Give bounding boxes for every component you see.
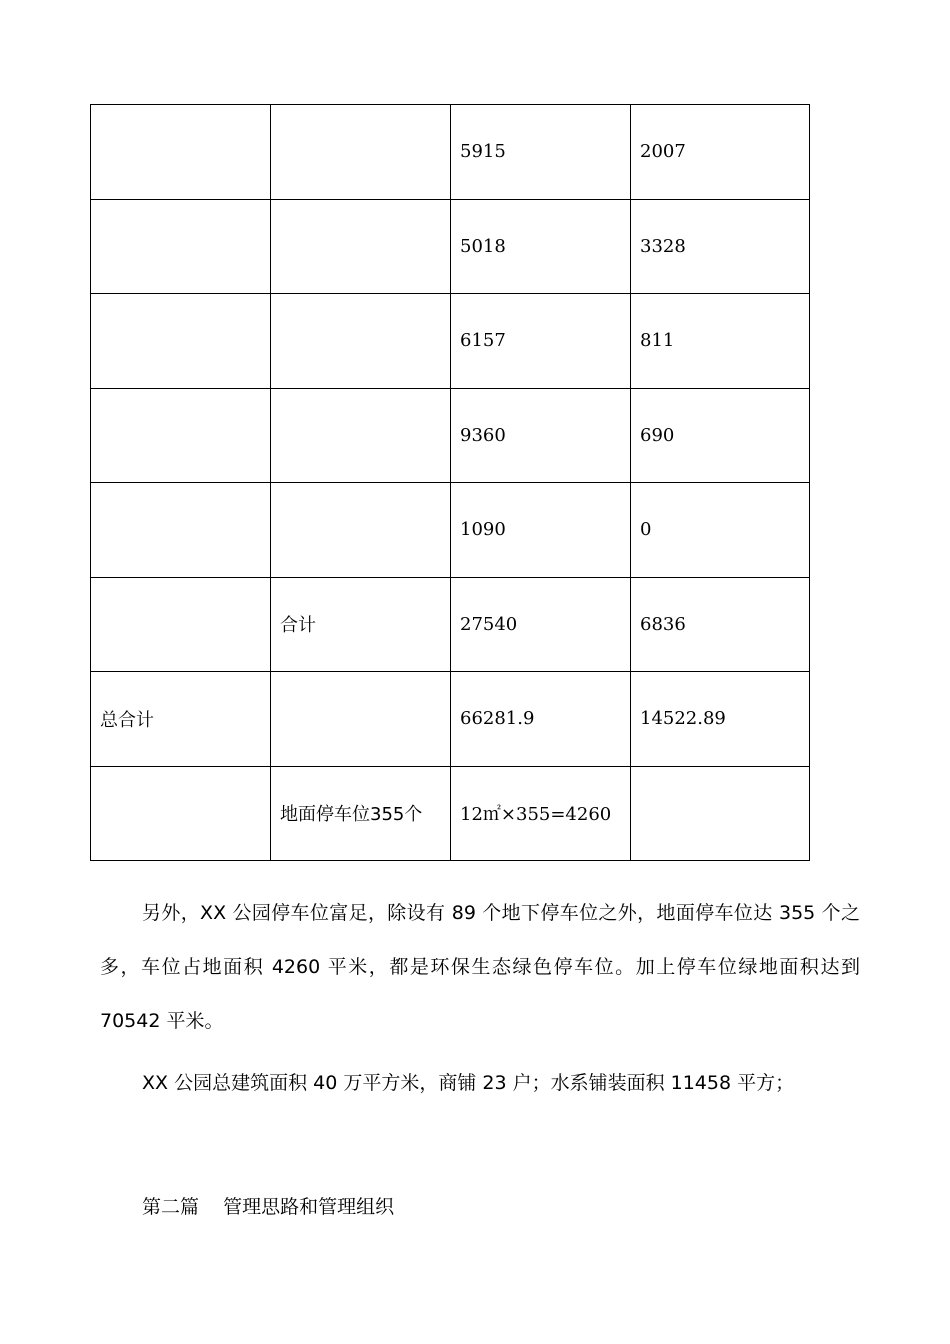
- parking-label: 地面停车位355个: [271, 766, 451, 861]
- table-row: [91, 672, 810, 767]
- table-cell: 14522.89: [631, 672, 810, 767]
- subtotal-label: 合计: [271, 577, 451, 672]
- area-table: [90, 104, 810, 861]
- table-cell: [91, 483, 271, 578]
- table-cell: 2007: [631, 105, 810, 200]
- table-cell: 5018: [451, 199, 631, 294]
- table-cell: 9360: [451, 388, 631, 483]
- table-cell: [631, 766, 810, 861]
- table-cell: [91, 294, 271, 389]
- table-row: [91, 483, 810, 578]
- table-cell: [271, 105, 451, 200]
- table-cell: [91, 105, 271, 200]
- table-cell: [271, 483, 451, 578]
- area-paragraph: XX 公园总建筑面积 40 万平方米，商铺 23 户；水系铺装面积 11458 平方；: [142, 1072, 795, 1094]
- table-cell: 6157: [451, 294, 631, 389]
- table-cell: 66281.9: [451, 672, 631, 767]
- table-row: [91, 577, 810, 672]
- table-cell: 811: [631, 294, 810, 389]
- grand-total-label: 总合计: [91, 672, 271, 767]
- table-cell: 27540: [451, 577, 631, 672]
- table-row: [91, 388, 810, 483]
- table-cell: [91, 577, 271, 672]
- parking-paragraph: 另外，XX 公园停车位富足，除设有 89 个地下停车位之外，地面停车位达 355 个之多，车位占地面积 4260 平米，都是环保生态绿色停车位。加上停车位绿地面积达到 70542 平米。: [100, 902, 860, 1032]
- table-cell: 6836: [631, 577, 810, 672]
- parking-formula: 12㎡×355=4260: [451, 766, 631, 861]
- table-cell: 5915: [451, 105, 631, 200]
- table-cell: 690: [631, 388, 810, 483]
- table-row: [91, 294, 810, 389]
- section-heading: 第二篇 管理思路和管理组织: [142, 1196, 395, 1218]
- table-cell: [271, 199, 451, 294]
- table-cell: 1090: [451, 483, 631, 578]
- table-row: [91, 199, 810, 294]
- table-cell: [271, 294, 451, 389]
- table-cell: [271, 388, 451, 483]
- table-cell: [271, 672, 451, 767]
- table-row: [91, 766, 810, 861]
- table-cell: [91, 388, 271, 483]
- table-cell: [91, 199, 271, 294]
- table-cell: 3328: [631, 199, 810, 294]
- table-row: [91, 105, 810, 200]
- table-cell: [91, 766, 271, 861]
- table-cell: 0: [631, 483, 810, 578]
